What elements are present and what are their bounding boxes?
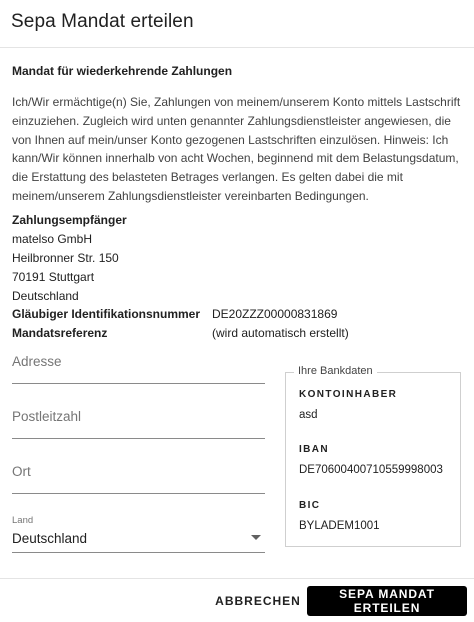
dialog-title: Sepa Mandat erteilen bbox=[11, 11, 194, 32]
address-input[interactable] bbox=[12, 350, 265, 376]
account-holder-label: KONTOINHABER bbox=[299, 389, 398, 400]
iban-label: IBAN bbox=[299, 444, 330, 455]
bic-value: BYLADEM1001 bbox=[299, 520, 380, 532]
city-input[interactable] bbox=[12, 460, 265, 486]
dialog-footer bbox=[0, 578, 474, 622]
address-label: Adresse bbox=[12, 354, 62, 369]
iban-value: DE70600400710559998003 bbox=[299, 464, 443, 476]
city-label: Ort bbox=[12, 464, 31, 479]
mandate-reference-row bbox=[12, 326, 349, 340]
account-holder-value: asd bbox=[299, 409, 318, 421]
country-select[interactable] bbox=[12, 515, 265, 553]
address-field[interactable] bbox=[12, 344, 265, 384]
creditor-id-value: DE20ZZZ00000831869 bbox=[212, 307, 338, 321]
payee-info bbox=[12, 211, 127, 306]
postal-code-field[interactable] bbox=[12, 399, 265, 439]
country-small-label: Land bbox=[12, 515, 34, 526]
payee-name: matelso GmbH bbox=[12, 232, 93, 246]
mandate-text: Ich/Wir ermächtige(n) Sie, Zahlungen von meinem/unserem Konto mittels Lastschrift einzuziehen. Zugleich wird unten genannter Zahlungsdienstleister angewiesen, die von Ihnen auf mein/unser Konto gezogenen Lastschriften einzulösen. Hinweis: Ich kann/Wir können innerhalb von acht Wochen, beginnend mit dem Belastungsdatum, die Erstattung des belasteten Betrages verlangen. Es gelten dabei die mit meinem/unserem Zahlungsdienstleister vereinbarten Bedingungen. bbox=[12, 95, 461, 203]
payee-heading: Zahlungsempfänger bbox=[12, 213, 127, 227]
submit-mandate-button[interactable]: SEPA MANDAT ERTEILEN bbox=[307, 586, 467, 616]
bank-details-legend: Ihre Bankdaten bbox=[294, 365, 377, 377]
postal-code-label: Postleitzahl bbox=[12, 409, 82, 424]
cancel-button[interactable]: ABBRECHEN bbox=[214, 586, 302, 616]
creditor-id-row bbox=[12, 307, 338, 321]
payee-street: Heilbronner Str. 150 bbox=[12, 251, 119, 265]
payee-country: Deutschland bbox=[12, 289, 79, 303]
bic-label: BIC bbox=[299, 500, 321, 511]
payee-city: 70191 Stuttgart bbox=[12, 270, 95, 284]
country-selected-value: Deutschland bbox=[12, 531, 88, 546]
bank-details-box bbox=[285, 365, 461, 547]
dropdown-caret-icon bbox=[251, 535, 261, 540]
mandate-heading: Mandat für wiederkehrende Zahlungen bbox=[12, 64, 233, 78]
dialog-header bbox=[0, 0, 474, 48]
creditor-id-label: Gläubiger Identifikationsnummer bbox=[12, 307, 201, 321]
mandate-reference-label: Mandatsreferenz bbox=[12, 326, 108, 340]
postal-code-input[interactable] bbox=[12, 405, 265, 431]
mandate-reference-value: (wird automatisch erstellt) bbox=[212, 326, 349, 340]
city-field[interactable] bbox=[12, 454, 265, 494]
